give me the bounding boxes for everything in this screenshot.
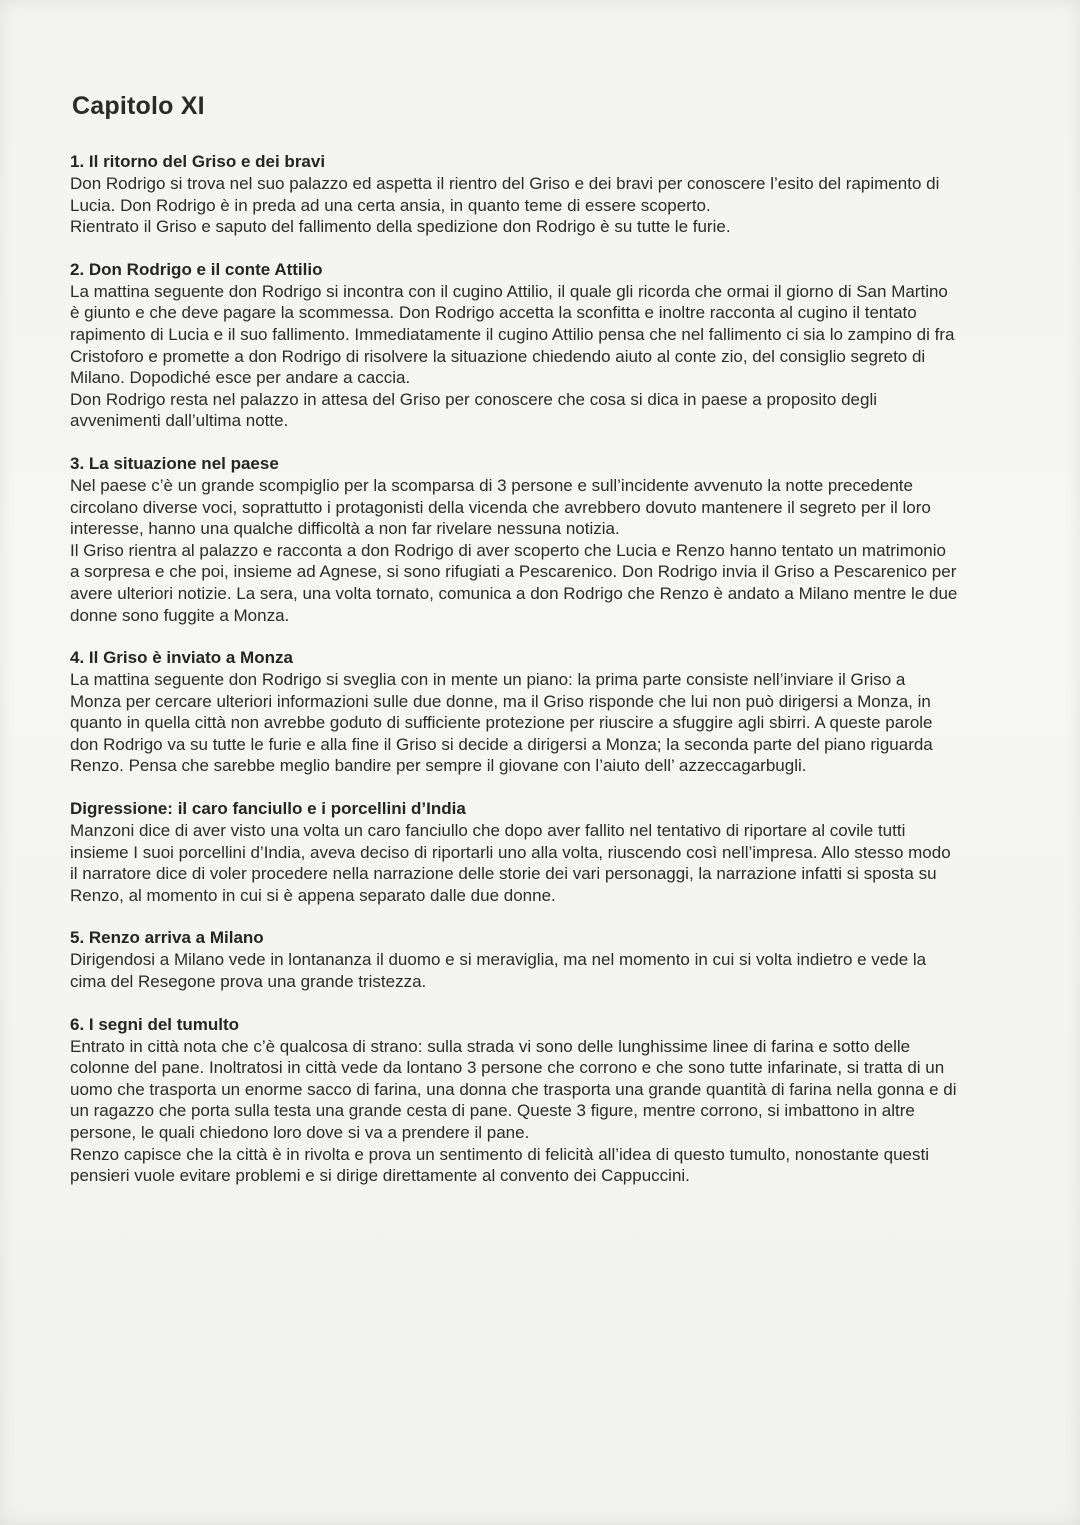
paragraph: Il Griso rientra al palazzo e racconta a don Rodrigo di aver scoperto che Lucia e Renzo hanno tentato un matrimonio a sorpresa e che poi, insieme ad Agnese, si sono rifugiati a Pescarenico. Don Rodrigo invia il Griso a Pescarenico per avere ulteriori notizie. La sera, una volta tornato, comunica a don Rodrigo che Renzo è andato a Milano mentre le due donne sono fuggite a Monza. — [70, 540, 958, 625]
paragraph: Rientrato il Griso e saputo del fallimento della spedizione don Rodrigo è su tutte le furie. — [70, 217, 731, 237]
section-5 — [70, 927, 960, 992]
paragraph: Manzoni dice di aver visto una volta un caro fanciullo che dopo aver fallito nel tentativo di riportare al covile tutti insieme I suoi porcellini d’India, aveva deciso di riportarli uno alla volta, riuscendo così nell’impresa. Allo stesso modo il narratore dice di voler procedere nella narrazione delle storie dei vari personaggi, la narrazione infatti si sposta su Renzo, al momento in cui si è appena separato dalle due donne. — [70, 821, 951, 905]
section-heading: 6. I segni del tumulto — [70, 1014, 240, 1034]
section-heading: Digressione: il caro fanciullo e i porcellini d’India — [70, 799, 466, 819]
section-heading: 4. Il Griso è inviato a Monza — [70, 648, 293, 668]
paragraph: Don Rodrigo si trova nel suo palazzo ed aspetta il rientro del Griso e dei bravi per conoscere l’esito del rapimento di Lucia. Don Rodrigo è in preda ad una certa ansia, in quanto teme di essere scoperto. — [70, 174, 940, 215]
paragraph: La mattina seguente don Rodrigo si sveglia con in mente un piano: la prima parte consiste nell’inviare il Griso a Monza per cercare ulteriori informazioni sulle due donne, ma il Griso risponde che lui non può dirigersi a Monza, in quanto in quella città non avrebbe goduto di sufficiente protezione per riuscire a sfuggire agli sbirri. A queste parole don Rodrigo va su tutte le furie e alla fine il Griso si decide a dirigersi a Monza; la seconda parte del piano riguarda Renzo. Pensa che sarebbe meglio bandire per sempre il giovane con l’aiuto dell’ azzeccagarbugli. — [70, 670, 933, 776]
paragraph: La mattina seguente don Rodrigo si incontra con il cugino Attilio, il quale gli ricorda che ormai il giorno di San Martino è giunto e che deve pagare la scommessa. Don Rodrigo accetta la sconfitta e inoltre racconta al cugino il tentato rapimento di Lucia e il suo fallimento. Immediatamente il cugino Attilio pensa che nel fallimento ci sia lo zampino di fra Cristoforo e promette a don Rodrigo di risolvere la situazione chiedendo aiuto al conte zio, del consiglio segreto di Milano. Dopodiché esce per andare a caccia. — [70, 281, 955, 388]
section-1 — [70, 151, 960, 238]
section-heading: 2. Don Rodrigo e il conte Attilio — [70, 259, 323, 279]
document-body — [70, 92, 960, 1208]
section-2 — [70, 259, 960, 432]
section-6 — [70, 1014, 960, 1187]
section-heading: 5. Renzo arriva a Milano — [70, 928, 264, 948]
section-3 — [70, 453, 960, 626]
paragraph: Dirigendosi a Milano vede in lontananza il duomo e si meraviglia, ma nel momento in cui si volta indietro e vede la cima del Resegone prova una grande tristezza. — [70, 950, 927, 992]
paragraph: Entrato in città nota che c’è qualcosa di strano: sulla strada vi sono delle lunghissime linee di farina e sotto delle colonne del pane. Inoltratosi in città vede da lontano 3 persone che corrono e che sono tutte infarinate, si tratta di un uomo che trasporta un enorme sacco di farina, una donna che trasporta una grande quantità di farina nella gonna e di un ragazzo che porta sulla testa una grande cesta di pane. Queste 3 figure, mentre corrono, si imbattono in altre persone, le quali chiedono loro dove si va a prendere il pane. — [70, 1036, 957, 1142]
chapter-title: Capitolo XI — [72, 92, 205, 120]
paragraph: Nel paese c’è un grande scompiglio per la scomparsa di 3 persone e sull’incidente avvenuto la notte precedente circolano diverse voci, soprattutto i protagonisti della vicenda che avrebbero dovuto mantenere il segreto per il loro interesse, hanno una qualche difficoltà a non far rivelare nessuna notizia. — [70, 475, 931, 539]
section-digression — [70, 798, 960, 906]
section-heading: 3. La situazione nel paese — [70, 453, 279, 473]
paragraph: Don Rodrigo resta nel palazzo in attesa del Griso per conoscere che cosa si dica in paese a proposito degli avvenimenti dall’ultima notte. — [70, 389, 878, 431]
section-heading: 1. Il ritorno del Griso e dei bravi — [70, 152, 326, 171]
paragraph: Renzo capisce che la città è in rivolta e prova un sentimento di felicità all’idea di questo tumulto, nonostante questi pensieri vuole evitare problemi e si dirige direttamente al convento dei Cappuccini. — [70, 1144, 929, 1186]
section-4 — [70, 647, 960, 777]
